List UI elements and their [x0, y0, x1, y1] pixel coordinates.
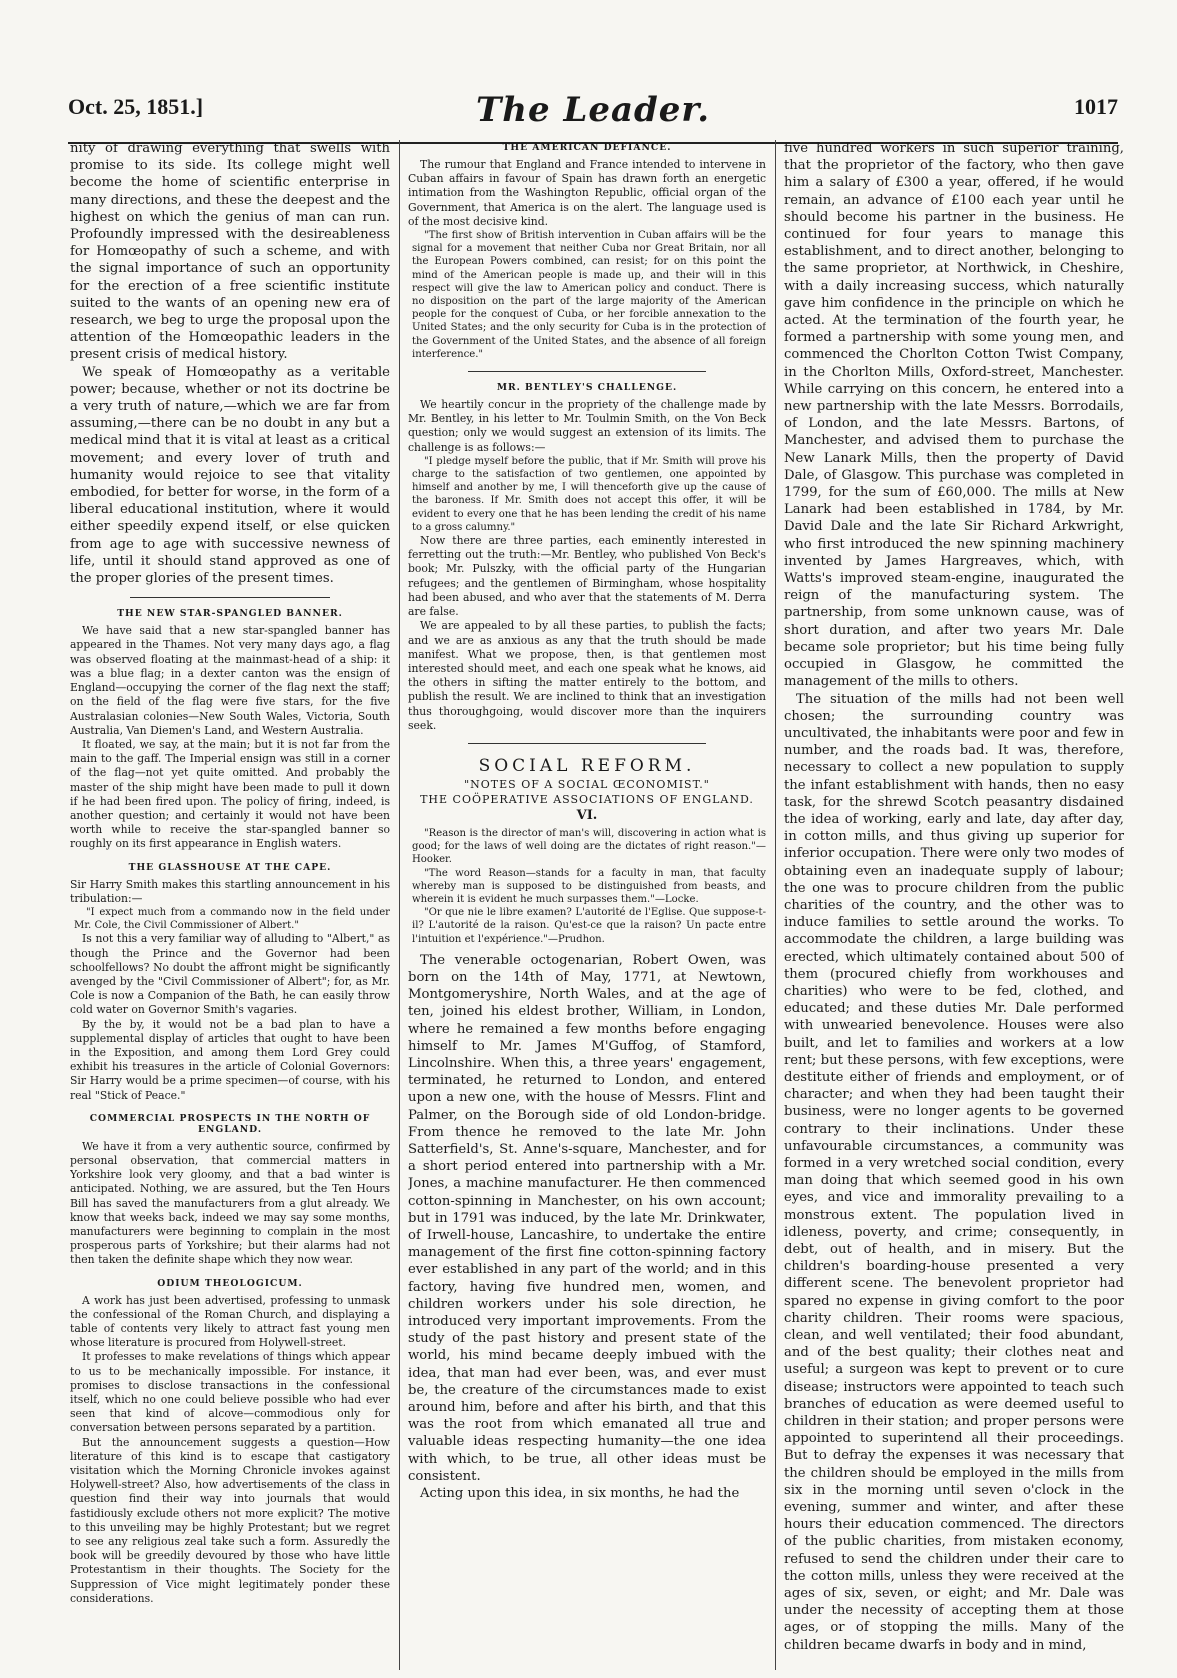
article-paragraph: A work has just been advertised, professing to unmask the confessional of the Roman Church, and displaying a table of contents very likely to attract fast young men whose literature is procured from Holywell-street. — [70, 1293, 390, 1350]
section-heading: ODIUM THEOLOGICUM. — [157, 1277, 303, 1289]
article-paragraph: We have it from a very authentic source, confirmed by personal observation, that commercial matters in Yorkshire look very gloomy, and that a bad winter is anticipated. Nothing, we are assured, but the Ten Hours Bill has saved the manufacturers from a glut already. We know that weeks back, indeed we may say some months, manufacturers were beginning to complain in the most prosperous parts of Yorkshire; but their alarms had not then taken the definite shape which they now wear. — [70, 1139, 390, 1267]
article-paragraph: We have said that a new star-spangled banner has appeared in the Thames. Not very many days ago, a flag was observed floating at the mainmast-head of a ship: it was a blue flag; in a dexter canton was the ensign of England—occupying the corner of the flag next the staff; on the field of the flag were five stars, for the five Australasian colonies—New South Wales, Victoria, South Australia, Van Diemen's Land, and Western Australia. — [70, 624, 390, 737]
divider — [468, 371, 706, 372]
article-paragraph: The rumour that England and France intended to intervene in Cuban affairs in favour of Spain has drawn forth an energetic intimation from the Washington Republic, official organ of the Government, that America is on the alert. The language used is of the most decisive kind. — [408, 158, 766, 228]
column-middle — [408, 140, 766, 1670]
article-paragraph: Sir Harry Smith makes this startling announcement in his tribulation:— — [70, 877, 390, 905]
block-quote: "I pledge myself before the public, that if Mr. Smith will prove his charge to the satisfaction of two gentlemen, one appointed by himself and another by me, I will thenceforth give up the cause of the baroness. If Mr. Smith does not accept this offer, it will be evident to every one that he has been lending the credit of his name to a gross calumny." — [412, 455, 766, 533]
column-right — [784, 140, 1124, 1670]
article-number: VI. — [576, 807, 598, 823]
article-paragraph: It floated, we say, at the main; but it is not far from the main to the gaff. The Imperial ensign was still in a corner of the flag—not yet quite omitted. And probably the master of the ship might have been made to pull it down if he had been fired upon. The policy of firing, indeed, is another question; and certainly it would not have been worth while to receive the star-spangled banner so roughly on its first appearance in English waters. — [70, 737, 390, 851]
article-paragraph: We speak of Homœopathy as a veritable power; because, whether or not its doctrine be a very truth of nature,—which we are far from assuming,—there can be no doubt in any but a medical mind that it is vital at least as a critical movement; and every lover of truth and humanity would rejoice to see that vitality embodied, for better for worse, in the form of a liberal educational institution, where it would either speedily expend itself, or else quicken from age to age with successive newness of life, until it should stand approved as one of the proper glories of the present times. — [70, 364, 390, 587]
article-paragraph: Is not this a very familiar way of alluding to "Albert," as though the Prince and the Governor had been schoolfellows? No doubt the affront might be significantly avenged by the "Civil Commissioner of Albert"; for, as Mr. Cole is now a Companion of the Bath, he can easily throw cold water on Governor Smith's vagaries. — [70, 932, 390, 1017]
article-paragraph: But the announcement suggests a question—How literature of this kind is to escape that castigatory visitation which the Morning Chronicle invokes against Holywell-street? Also, how advertisements of the class in question find their way into journals that would fastidiously exclude others not more explicit? The motive to this unveiling may be highly Protestant; but we regret to see any religious zeal take such a form. Assuredly the book will be greedily devoured by those who have little Protestantism in their thoughts. The Society for the Suppression of Vice might legitimately ponder these considerations. — [70, 1435, 390, 1605]
article-paragraph: We are appealed to by all these parties, to publish the facts; and we are as anxious as any that the truth should be made manifest. What we propose, then, is that gentlemen most interested should meet, and each one speak what he knows, aid the others in sifting the matter entirely to the bottom, and publish the result. We are inclined to think that an investigation thus thoroughgoing, would discover more than the inquirers seek. — [408, 619, 766, 732]
article-paragraph: We heartily concur in the propriety of the challenge made by Mr. Bentley, in his letter to Mr. Toulmin Smith, on the Von Beck question; only we would suggest an extension of its limits. The challenge is as follows:— — [408, 398, 766, 454]
epigraph: "The word Reason—stands for a faculty in man, that faculty whereby man is supposed to be distinguished from beasts, and wherein it is evident he much surpasses them."—Locke. — [412, 867, 766, 905]
article-paragraph: Now there are three parties, each eminently interested in ferretting out the truth:—Mr. Bentley, who published Von Beck's book; Mr. Pulszky, with the official party of the Hungarian refugees; and the gentlemen of Birmingham, whose hospitality had been abused, and who aver that the statements of M. Derra are false. — [408, 534, 766, 619]
divider — [468, 743, 706, 744]
article-paragraph: Acting upon this idea, in six months, he had the — [420, 1486, 740, 1502]
epigraph: "Or que nie le libre examen? L'autorité de l'Eglise. Que suppose-t-il? L'autorité de la raison. Qu'est-ce que la raison? Un pacte entre l'intuition et l'expérience."—Prudhon. — [412, 907, 766, 945]
column-divider — [399, 140, 400, 1670]
issue-date: Oct. 25, 1851.] — [68, 94, 204, 119]
article-paragraph: It professes to make revelations of things which appear to us to be mechanically impossible. For instance, it promises to disclose transactions in the confessional itself, which no one could believe possible who had ever seen that kind of alcove—commodious only for conversation between persons separated by a partition. — [70, 1350, 390, 1435]
block-quote: "The first show of British intervention in Cuban affairs will be the signal for a movement that neither Cuba nor Great Britain, nor all the European Powers combined, can resist; for on this point the mind of the American people is made up, and their will in this respect will give the law to American policy and conduct. There is no disposition on the part of the large majority of the American people for the conquest of Cuba, or her forcible annexation to the United States; and the only security for Cuba is in the protection of the Government of the United States, and the absence of all foreign interference." — [412, 230, 766, 360]
section-title: SOCIAL REFORM. — [478, 755, 696, 776]
section-heading: COMMERCIAL PROSPECTS IN THE NORTH OF ENGLAND. — [89, 1112, 371, 1135]
newspaper-title: The Leader. — [475, 90, 711, 130]
masthead — [68, 92, 1118, 144]
epigraph: "Reason is the director of man's will, discovering in action what is good; for the laws of well doing are the dictates of right reason."—Hooker. — [412, 827, 766, 866]
page-number: 1017 — [1074, 94, 1118, 119]
section-subtitle: "NOTES OF A SOCIAL ŒCONOMIST." — [464, 777, 710, 791]
column-left — [70, 140, 390, 1670]
section-heading: THE GLASSHOUSE AT THE CAPE. — [128, 861, 332, 873]
article-paragraph: The venerable octogenarian, Robert Owen, was born on the 14th of May, 1771, at Newtown, Montgomeryshire, North Wales, and at the age of ten, joined his eldest brother, William, in London, where he remained a few months before engaging himself to Mr. James M'Guffog, of Stamford, Lincolnshire. When this, a three years' engagement, terminated, he returned to London, and entered upon a new one, with the house of Messrs. Flint and Palmer, on the Borough side of old London-bridge. From thence he removed to the late Mr. John Satterfield's, St. Anne's-square, Manchester, and for a short period entered into partnership with a Mr. Jones, a machine manufacturer. He then commenced cotton-spinning in Manchester, on his own account; but in 1791 was induced, by the late Mr. Drinkwater, of Irwell-house, Lancashire, to undertake the entire management of the first fine cotton-spinning factory ever established in any part of the world; and in this factory, having five hundred men, women, and children workers under his sole direction, he introduced very important improvements. From the study of the past history and present state of the world, his mind became deeply imbued with the idea, that man had ever been, was, and ever must be, the creature of the circumstances made to exist around him, before and after his birth, and that this was the root from which emanated all true and valuable ideas respecting humanity—the one idea with which, to be true, all other ideas must be consistent. — [408, 952, 766, 1484]
article-paragraph: five hundred workers in such superior training, that the proprietor of the factory, who then gave him a salary of £300 a year, offered, if he would remain, an advance of £100 each year until he should become his partner in the business. He continued for four years to manage this establishment, and to direct another, belonging to the same proprietor, at Northwick, in Cheshire, with a daily increasing success, which naturally gave him confidence in the principle on which he acted. At the termination of the fourth year, he formed a partnership with some young men, and commenced the Chorlton Cotton Twist Company, in the Chorlton Mills, Oxford-street, Manchester. While carrying on this concern, he entered into a new partnership with the late Messrs. Borrodails, of London, and the late Messrs. Bartons, of Manchester, and advised them to purchase the New Lanark Mills, then the property of David Dale, of Glasgow. This purchase was completed in 1799, for the sum of £60,000. The mills at New Lanark had been established in 1784, by Mr. David Dale and the late Sir Richard Arkwright, who first introduced the new spinning machinery invented by James Hargreaves, which, with Watts's improved steam-engine, inaugurated the reign of the manufacturing system. The partnership, from some unknown cause, was of short duration, and after two years Mr. Dale became sole proprietor; but his time being fully occupied in Glasgow, he committed the management of the mills to others. — [784, 141, 1124, 690]
section-heading: THE AMERICAN DEFIANCE. — [502, 142, 672, 153]
divider — [130, 597, 330, 598]
section-heading: THE NEW STAR-SPANGLED BANNER. — [117, 608, 343, 620]
article-paragraph: The situation of the mills had not been well chosen; the surrounding country was uncultivated, the inhabitants were poor and few in number, and the roads bad. It was, therefore, necessary to collect a new population to supply the infant establishment with hands, then no easy task, for the shrewd Scotch peasantry disdained the idea of working, early and late, day after day, in cotton mills, and thus giving up superior for inferior occupation. There were only two modes of obtaining even an inadequate supply of labour; the one was to procure children from the public charities of the country, and the other was to induce families to settle around the works. To accommodate the children, a large building was erected, which ultimately contained about 500 of them (procured chiefly from workhouses and charities) who were to be fed, clothed, and educated; and these duties Mr. Dale performed with unwearied benevolence. Houses were also built, and let to families and workers at a low rent; but these persons, with few exceptions, were destitute either of friends and employment, or of character; and when they had been taught their business, were no longer agents to be governed contrary to their inclinations. Under these unfavourable circumstances, a community was formed in a very wretched social condition, every man doing that which seemed good in his own eyes, and vice and immorality prevailing to a monstrous extent. The population lived in idleness, poverty, and crime; consequently, in debt, out of health, and in misery. But the children's boarding-house presented a very different scene. The benevolent proprietor had spared no expense in giving comfort to the poor charity children. Their rooms were spacious, clean, and well ventilated; their food abundant, and of the best quality; their clothes neat and useful; a surgeon was kept to prevent or to cure disease; instructors were appointed to teach such branches of education as were deemed useful to children in their station; and proper persons were appointed to superintend all their proceedings. But to defray the expenses it was necessary that the children should be employed in the mills from six in the morning until seven o'clock in the evening, summer and winter, and after these hours their education commenced. The directors of the public charities, from mistaken economy, refused to send the children under their care to the cotton mills, unless they were received at the ages of six, seven, or eight; and Mr. Dale was under the necessity of accepting them at those ages, or of stopping the mills. Many of the children became dwarfs in body and in mind, — [784, 691, 1124, 1653]
section-heading: MR. BENTLEY'S CHALLENGE. — [496, 382, 678, 394]
column-divider — [775, 140, 776, 1670]
block-quote: "I expect much from a commando now in the field under Mr. Cole, the Civil Commissioner of Albert." — [74, 906, 390, 932]
article-paragraph: nity of drawing everything that swells with promise to its side. Its college might well become the home of scientific enterprise in many directions, and these the deepest and the highest on which the genius of man can run. Profoundly impressed with the desireableness for Homœopathy of such a scheme, and with the signal importance of such an opportunity for the erection of a free scientific institute suited to the wants of an opening new era of research, we beg to urge the proposal upon the attention of the Homœopathic leaders in the present crisis of medical history. — [70, 141, 390, 363]
article-paragraph: By the by, it would not be a bad plan to have a supplemental display of articles that ought to have been in the Exposition, and among them Lord Grey could exhibit his treasures in the article of Colonial Governors: Sir Harry would be a prime specimen—of course, with his real "Stick of Peace." — [70, 1017, 390, 1102]
article-heading: THE COÖPERATIVE ASSOCIATIONS OF ENGLAND. — [420, 792, 754, 806]
